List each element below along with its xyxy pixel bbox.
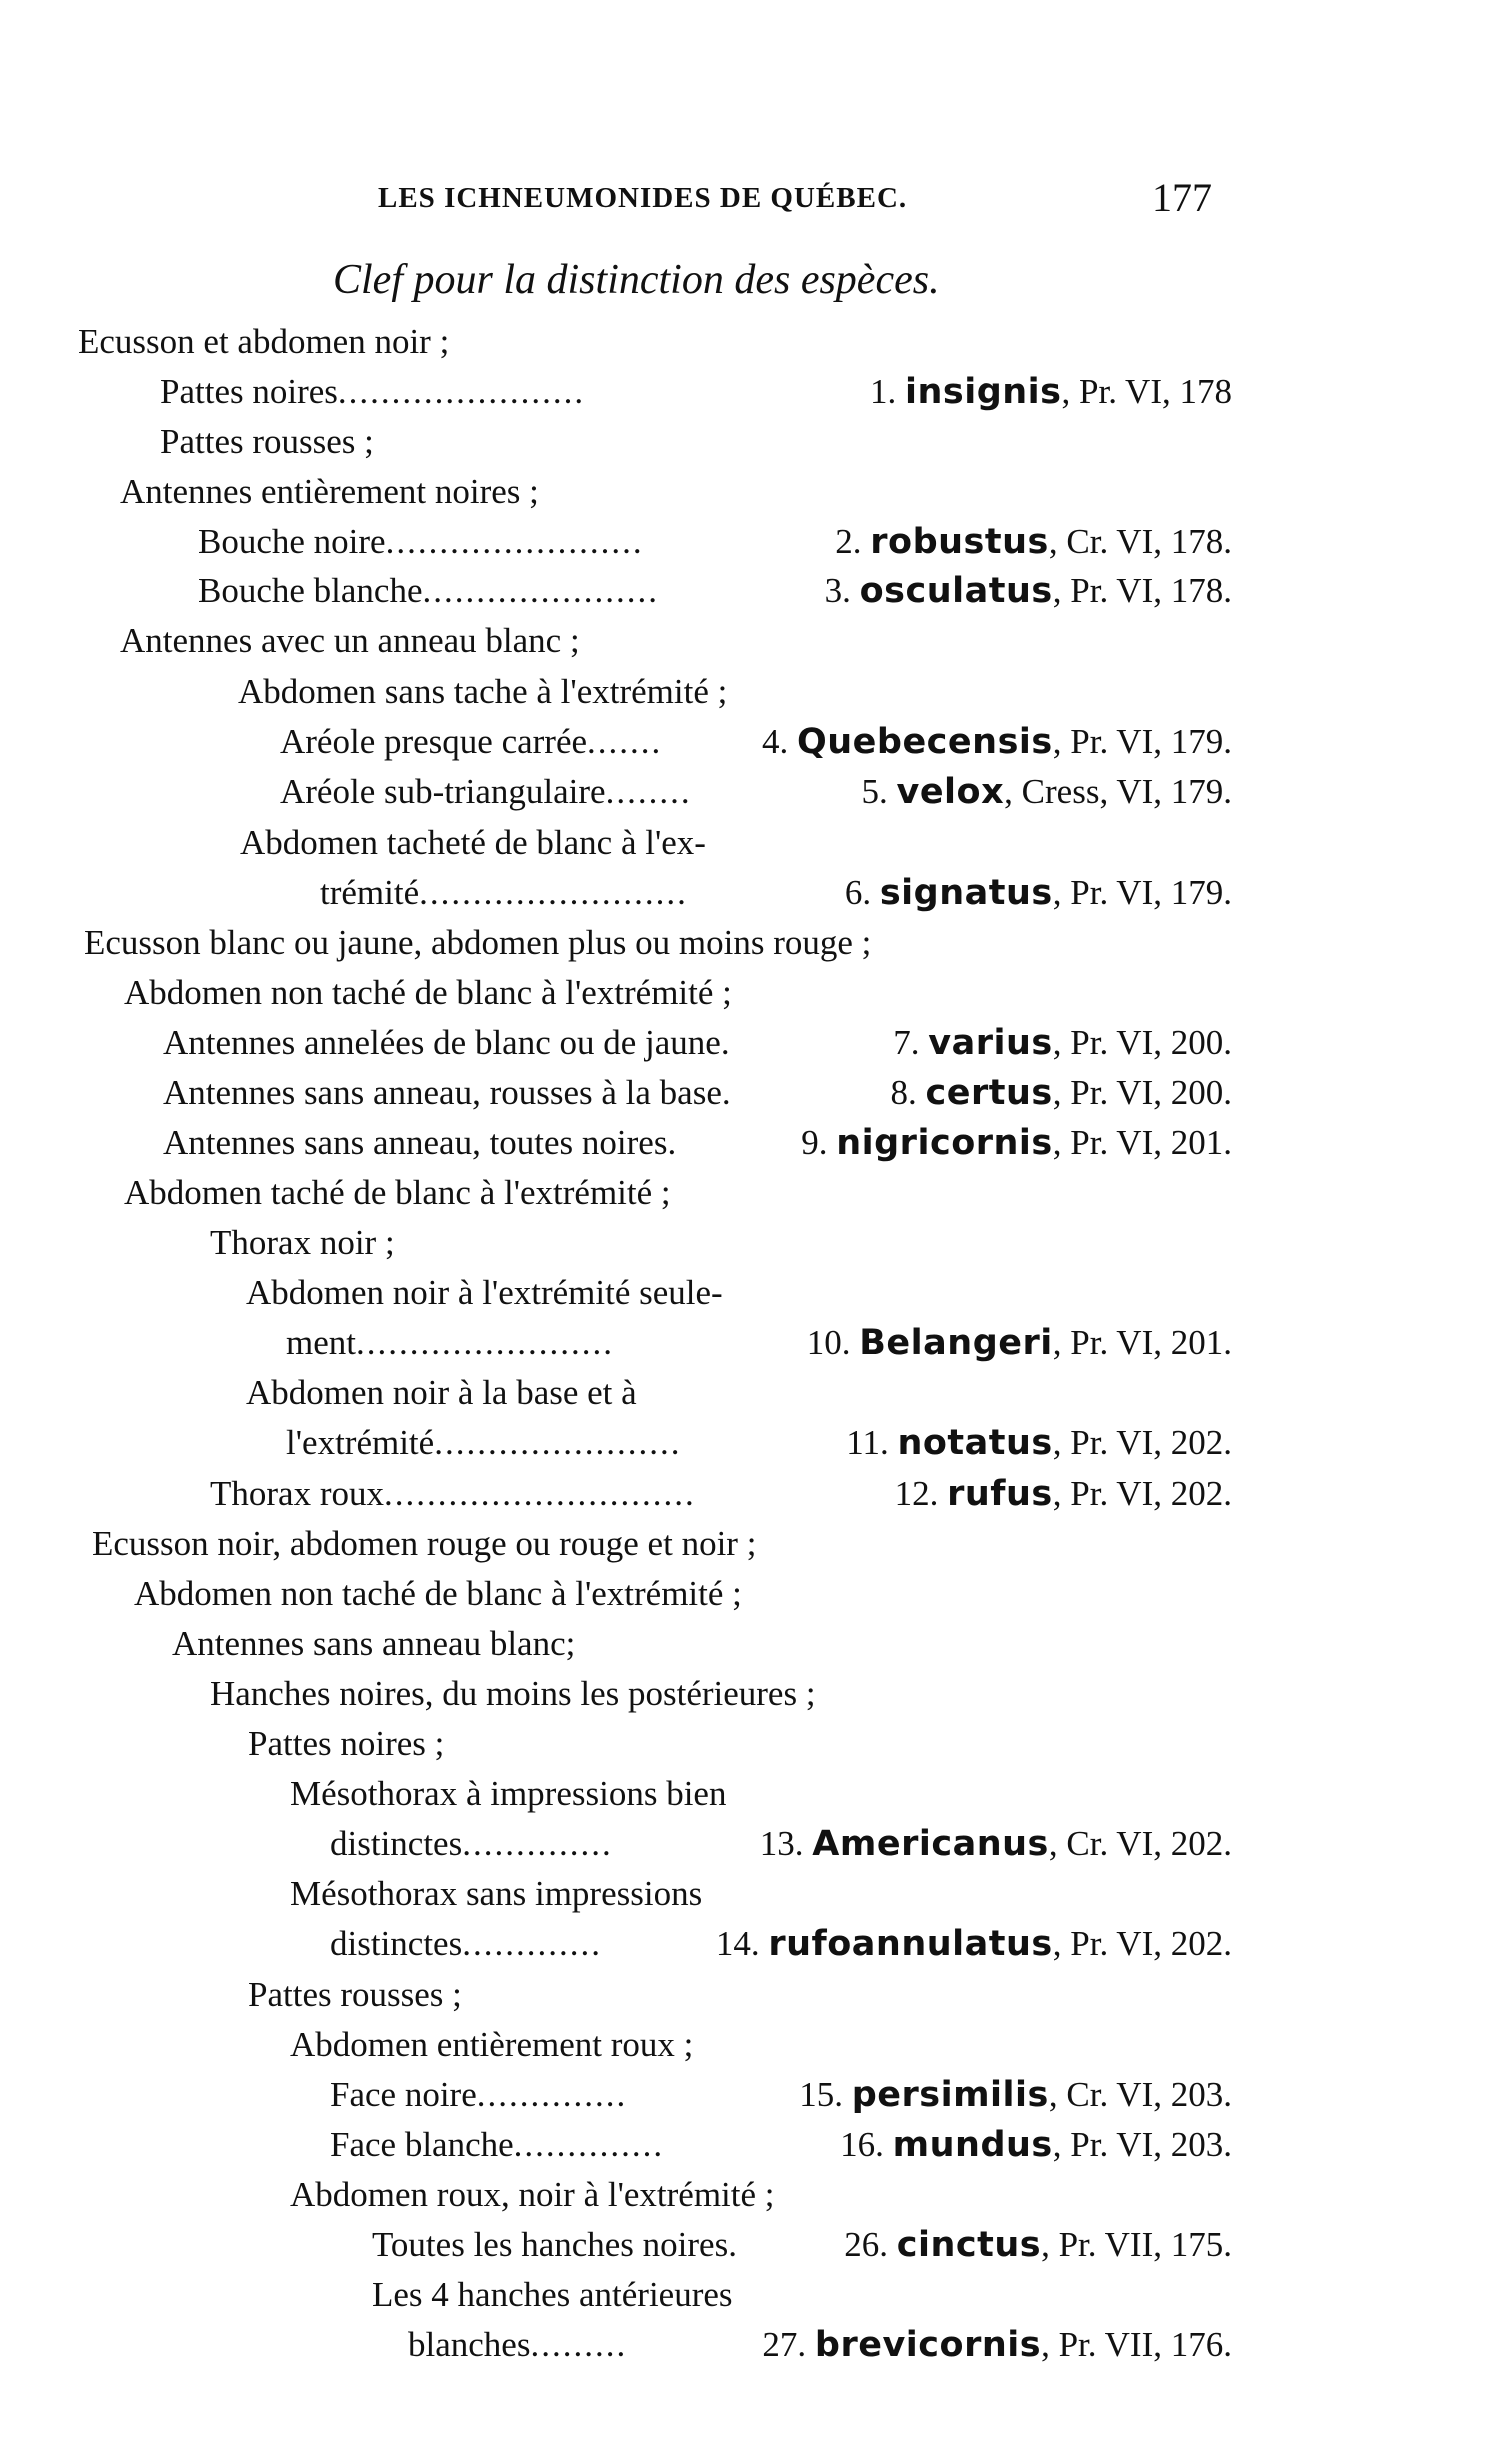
key-line-text: Abdomen roux, noir à l'extrémité ; bbox=[290, 2175, 775, 2214]
key-line bbox=[286, 1423, 681, 1463]
key-line-text: Mésothorax sans impressions bbox=[290, 1874, 703, 1913]
species-reference bbox=[840, 2125, 1232, 2165]
key-line-text: Thorax roux bbox=[210, 1474, 384, 1513]
species-reference bbox=[845, 873, 1232, 913]
species-name: rufoannulatus bbox=[768, 1924, 1053, 1964]
species-number: 1. bbox=[869, 372, 905, 411]
leader-dots: .............. bbox=[476, 2075, 628, 2114]
species-number: 2. bbox=[835, 522, 871, 561]
key-line-text: Pattes rousses ; bbox=[248, 1975, 462, 2014]
key-line bbox=[210, 1474, 696, 1514]
key-line bbox=[330, 2075, 627, 2115]
leader-dots: .............. bbox=[462, 1824, 613, 1863]
citation: , Pr. VI, 201. bbox=[1052, 1323, 1232, 1362]
species-number: 3. bbox=[824, 571, 860, 610]
key-line bbox=[290, 2175, 775, 2215]
citation: , Pr. VI, 201. bbox=[1052, 1123, 1232, 1162]
key-line-text: Mésothorax à impressions bien bbox=[290, 1774, 727, 1813]
key-line-text: distinctes bbox=[330, 1924, 463, 1963]
key-line-text: Ecusson noir, abdomen rouge ou rouge et noir ; bbox=[92, 1524, 757, 1563]
key-line bbox=[134, 1574, 742, 1614]
key-line-text: Ecusson et abdomen noir ; bbox=[78, 322, 450, 361]
species-name: notatus bbox=[897, 1423, 1053, 1463]
species-name: osculatus bbox=[859, 571, 1053, 611]
key-line-text: Pattes noires ; bbox=[248, 1724, 445, 1763]
key-line-text: Abdomen non taché de blanc à l'extrémité ; bbox=[124, 973, 732, 1012]
species-name: brevicornis bbox=[814, 2325, 1042, 2365]
leader-dots: ........................ bbox=[355, 1323, 614, 1362]
species-number: 27. bbox=[762, 2325, 815, 2364]
key-line-text: Les 4 hanches antérieures bbox=[372, 2275, 733, 2314]
key-line-text: Abdomen noir à la base et à bbox=[246, 1373, 637, 1412]
leader-dots: ...................... bbox=[422, 571, 659, 610]
species-name: nigricornis bbox=[836, 1123, 1053, 1163]
key-line-text: Aréole sub-triangulaire bbox=[280, 772, 606, 811]
key-line bbox=[124, 1173, 671, 1213]
species-number: 11. bbox=[846, 1423, 898, 1462]
species-name: robustus bbox=[870, 522, 1049, 562]
key-line bbox=[330, 1824, 613, 1864]
key-line bbox=[172, 1624, 575, 1664]
key-line-text: blanches bbox=[408, 2325, 531, 2364]
key-line bbox=[163, 1123, 676, 1163]
species-reference bbox=[799, 2075, 1232, 2115]
key-line-text: Bouche noire bbox=[198, 522, 386, 561]
key-line bbox=[246, 1273, 723, 1313]
key-line-text: Bouche blanche bbox=[198, 571, 423, 610]
species-number: 7. bbox=[893, 1023, 929, 1062]
species-number: 8. bbox=[890, 1073, 926, 1112]
key-line bbox=[238, 672, 727, 712]
key-line-text: Antennes sans anneau, toutes noires. bbox=[163, 1123, 677, 1162]
key-line-text: Face noire bbox=[330, 2075, 477, 2114]
key-line-text: distinctes bbox=[330, 1824, 463, 1863]
key-line-text: Thorax noir ; bbox=[210, 1223, 395, 1262]
key-line-text: Antennes entièrement noires ; bbox=[120, 472, 539, 511]
citation: , Pr. VII, 176. bbox=[1041, 2325, 1232, 2364]
key-line bbox=[78, 322, 449, 362]
leader-dots: ........ bbox=[605, 772, 692, 811]
species-number: 15. bbox=[799, 2075, 852, 2114]
key-line-text: Antennes annelées de blanc ou de jaune. bbox=[163, 1023, 730, 1062]
species-number: 5. bbox=[861, 772, 897, 811]
species-name: varius bbox=[928, 1023, 1053, 1063]
key-line-text: Face blanche bbox=[330, 2125, 514, 2164]
key-line-text: ment bbox=[286, 1323, 356, 1362]
species-reference bbox=[825, 571, 1232, 611]
citation: , Cr. VI, 202. bbox=[1048, 1824, 1232, 1863]
leader-dots: ......................... bbox=[419, 873, 688, 912]
key-line-text: Abdomen taché de blanc à l'extrémité ; bbox=[124, 1173, 671, 1212]
key-line bbox=[120, 472, 539, 512]
species-name: certus bbox=[925, 1073, 1053, 1113]
species-reference bbox=[807, 1323, 1232, 1363]
species-name: Americanus bbox=[812, 1824, 1049, 1864]
species-reference bbox=[846, 1423, 1232, 1463]
key-line bbox=[290, 1774, 726, 1814]
key-line-text: Hanches noires, du moins les postérieures ; bbox=[210, 1674, 816, 1713]
citation: , Pr. VI, 178 bbox=[1061, 372, 1232, 411]
species-reference bbox=[893, 1023, 1232, 1063]
key-line-text: trémité bbox=[320, 873, 420, 912]
citation: , Pr. VI, 202. bbox=[1052, 1474, 1232, 1513]
key-line-text: Antennes avec un anneau blanc ; bbox=[120, 621, 580, 660]
key-line bbox=[160, 372, 585, 412]
leader-dots: .............. bbox=[513, 2125, 665, 2164]
species-number: 6. bbox=[844, 873, 880, 912]
key-line bbox=[198, 571, 659, 611]
citation: , Pr. VI, 179. bbox=[1052, 873, 1232, 912]
key-line bbox=[240, 823, 706, 863]
key-line bbox=[248, 1975, 462, 2015]
page-number: 177 bbox=[1152, 175, 1212, 220]
citation: , Pr. VI, 202. bbox=[1052, 1423, 1232, 1462]
key-line bbox=[330, 1924, 602, 1964]
key-line-text: Abdomen non taché de blanc à l'extrémité ; bbox=[134, 1574, 742, 1613]
key-line-text: l'extrémité bbox=[286, 1423, 435, 1462]
species-name: signatus bbox=[879, 873, 1053, 913]
key-line bbox=[84, 923, 871, 963]
running-header: LES ICHNEUMONIDES DE QUÉBEC. bbox=[378, 182, 908, 214]
key-heading: Clef pour la distinction des espèces. bbox=[333, 257, 940, 303]
key-line bbox=[290, 1874, 702, 1914]
leader-dots: ............................. bbox=[383, 1474, 696, 1513]
species-name: persimilis bbox=[851, 2075, 1049, 2115]
species-number: 26. bbox=[844, 2225, 897, 2264]
species-name: velox bbox=[896, 772, 1005, 812]
species-number: 12. bbox=[894, 1474, 948, 1513]
key-line bbox=[330, 2125, 664, 2165]
key-line bbox=[290, 2025, 693, 2065]
species-reference bbox=[870, 372, 1232, 412]
key-line-text: Toutes les hanches noires. bbox=[372, 2225, 737, 2264]
citation: , Cress, VI, 179. bbox=[1004, 772, 1232, 811]
species-name: mundus bbox=[892, 2125, 1053, 2165]
key-line bbox=[163, 1073, 731, 1113]
key-line bbox=[408, 2325, 627, 2365]
leader-dots: ............. bbox=[462, 1924, 602, 1963]
citation: , Cr. VI, 178. bbox=[1048, 522, 1232, 561]
key-line bbox=[286, 1323, 614, 1363]
species-number: 4. bbox=[761, 722, 797, 761]
key-line-text: Abdomen tacheté de blanc à l'ex- bbox=[240, 823, 706, 862]
key-line-text: Aréole presque carrée bbox=[280, 722, 588, 761]
key-line bbox=[92, 1524, 756, 1564]
species-reference bbox=[760, 1824, 1232, 1864]
key-line-text: Antennes sans anneau, rousses à la base. bbox=[163, 1073, 731, 1112]
leader-dots: ......... bbox=[530, 2325, 628, 2364]
key-line bbox=[210, 1223, 395, 1263]
species-reference bbox=[895, 1474, 1232, 1514]
species-reference bbox=[716, 1924, 1232, 1964]
key-line bbox=[198, 522, 644, 562]
citation: , Pr. VI, 200. bbox=[1052, 1023, 1232, 1062]
species-name: cinctus bbox=[896, 2225, 1042, 2265]
species-reference bbox=[801, 1123, 1232, 1163]
key-line bbox=[248, 1724, 444, 1764]
species-reference bbox=[891, 1073, 1232, 1113]
key-line bbox=[160, 422, 374, 462]
citation: , Pr. VI, 179. bbox=[1052, 722, 1232, 761]
species-number: 13. bbox=[759, 1824, 813, 1863]
citation: , Pr. VI, 200. bbox=[1052, 1073, 1232, 1112]
species-name: Belangeri bbox=[859, 1323, 1053, 1363]
species-number: 9. bbox=[801, 1123, 837, 1162]
key-line-text: Abdomen sans tache à l'extrémité ; bbox=[238, 672, 728, 711]
citation: , Pr. VII, 175. bbox=[1041, 2225, 1232, 2264]
species-name: Quebecensis bbox=[796, 722, 1053, 762]
key-line-text: Abdomen noir à l'extrémité seule- bbox=[246, 1273, 723, 1312]
key-line-text: Pattes rousses ; bbox=[160, 422, 374, 461]
leader-dots: ....... bbox=[587, 722, 663, 761]
leader-dots: ........................ bbox=[385, 522, 644, 561]
citation: , Pr. VI, 178. bbox=[1052, 571, 1232, 610]
citation: , Pr. VI, 203. bbox=[1052, 2125, 1232, 2164]
key-line bbox=[163, 1023, 730, 1063]
key-line bbox=[120, 621, 580, 661]
key-line bbox=[280, 722, 662, 762]
species-number: 16. bbox=[840, 2125, 893, 2164]
citation: , Pr. VI, 202. bbox=[1052, 1924, 1232, 1963]
key-line bbox=[280, 772, 692, 812]
species-reference bbox=[844, 2225, 1232, 2265]
key-line-text: Antennes sans anneau blanc; bbox=[172, 1624, 576, 1663]
key-line-text: Pattes noires bbox=[160, 372, 338, 411]
species-reference bbox=[862, 772, 1233, 812]
key-line bbox=[372, 2275, 733, 2315]
species-name: rufus bbox=[947, 1474, 1053, 1514]
leader-dots: ....................... bbox=[434, 1423, 682, 1462]
species-reference bbox=[762, 2325, 1232, 2365]
species-name: insignis bbox=[904, 372, 1062, 412]
species-reference bbox=[835, 522, 1232, 562]
citation: , Cr. VI, 203. bbox=[1048, 2075, 1232, 2114]
key-line bbox=[320, 873, 688, 913]
leader-dots: ....................... bbox=[337, 372, 586, 411]
key-line bbox=[124, 973, 732, 1013]
key-line-text: Ecusson blanc ou jaune, abdomen plus ou moins rouge ; bbox=[84, 923, 872, 962]
species-reference bbox=[762, 722, 1232, 762]
key-line-text: Abdomen entièrement roux ; bbox=[290, 2025, 694, 2064]
key-line bbox=[210, 1674, 816, 1714]
species-number: 14. bbox=[715, 1924, 769, 1963]
species-number: 10. bbox=[806, 1323, 860, 1362]
key-line bbox=[246, 1373, 637, 1413]
key-line bbox=[372, 2225, 737, 2265]
